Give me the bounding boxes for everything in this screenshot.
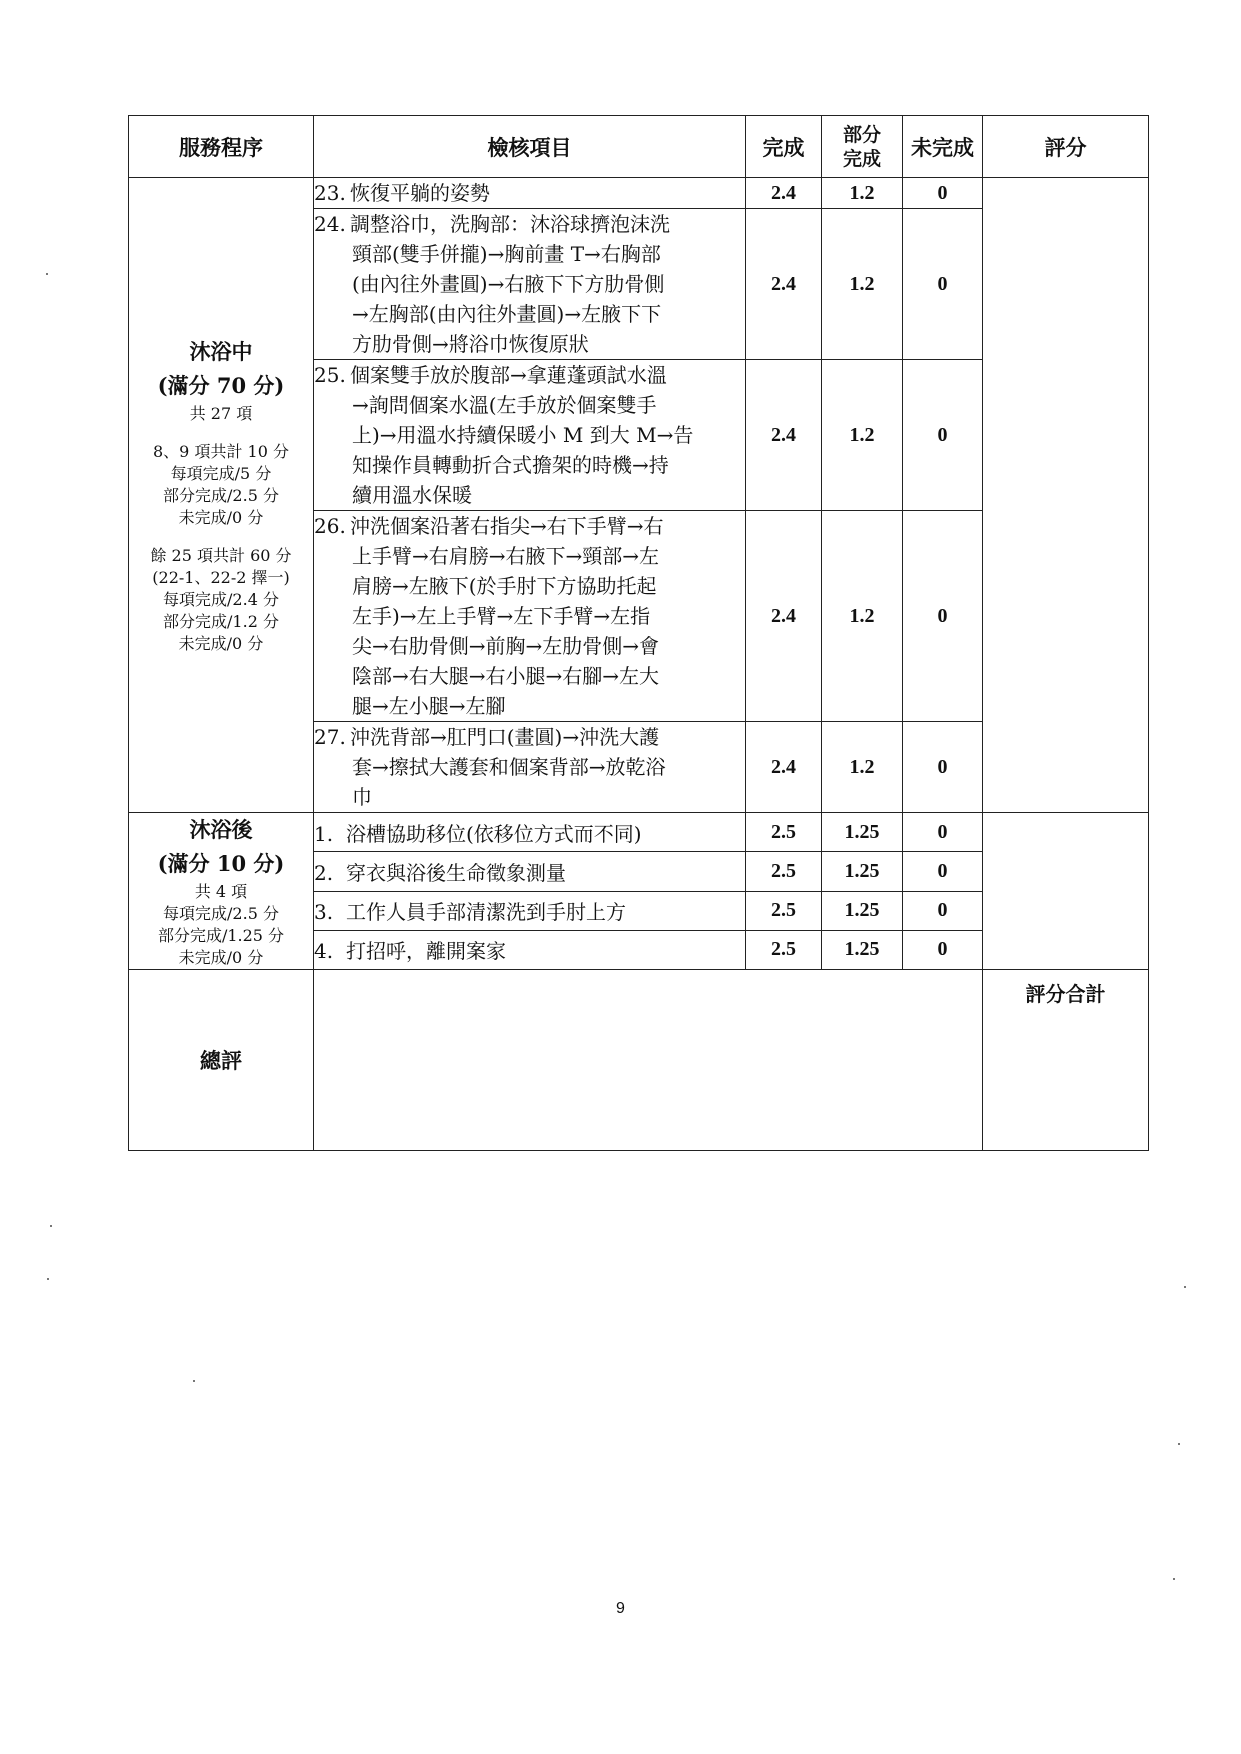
section-after-rule: 每項完成/2.5 分 — [163, 904, 279, 923]
item-text: 上手臂→右肩膀→右腋下→頸部→左 — [352, 544, 660, 568]
item-number: 24. — [314, 212, 346, 236]
value-partial: 1.25 — [822, 891, 903, 930]
scan-speck — [1184, 1286, 1186, 1288]
item-number: 25. — [314, 363, 346, 387]
value-incomplete: 0 — [903, 930, 983, 969]
value-incomplete: 0 — [903, 891, 983, 930]
header-row — [129, 116, 1149, 178]
section-during-rule: 每項完成/5 分 — [170, 464, 272, 483]
value-incomplete: 0 — [903, 813, 983, 852]
item-number: 26. — [314, 514, 346, 538]
section-during-rule: 8、9 項共計 10 分 — [153, 442, 289, 461]
item-text: 知操作員轉動折合式擔架的時機→持 — [352, 453, 669, 477]
item-text: (由內往外畫圓)→右腋下下方肋骨側 — [352, 272, 665, 296]
value-complete: 2.4 — [746, 178, 822, 209]
item-text: 腿→左小腿→左腳 — [352, 694, 506, 718]
check-item-24 — [314, 209, 746, 360]
checklist-table — [128, 115, 1149, 1151]
item-number: 4. — [314, 939, 334, 964]
item-text: 套→擦拭大護套和個案背部→放乾浴 — [352, 755, 666, 779]
section-after-count: 共 4 項 — [194, 882, 248, 901]
item-text: 沖洗背部→肛門口(畫圓)→沖洗大護 — [350, 725, 660, 749]
value-complete: 2.5 — [746, 930, 822, 969]
value-partial: 1.2 — [822, 209, 903, 360]
item-text: 續用溫水保暖 — [352, 483, 472, 507]
scan-speck — [46, 273, 48, 275]
value-partial: 1.2 — [822, 360, 903, 511]
scan-speck — [47, 1278, 49, 1280]
header-check-item: 檢核項目 — [314, 116, 746, 178]
item-text: 巾 — [352, 785, 372, 809]
scan-speck — [50, 1225, 52, 1227]
value-incomplete: 0 — [903, 209, 983, 360]
section-during-full-score: (滿分 70 分) — [157, 373, 285, 398]
section-after-cell — [129, 813, 314, 970]
item-text: 頸部(雙手併攏)→胸前畫 T→右胸部 — [352, 242, 661, 266]
item-text: 恢復平躺的姿勢 — [350, 181, 490, 205]
item-number: 3. — [314, 900, 334, 925]
item-text: 肩膀→左腋下(於手肘下方協助托起 — [352, 574, 657, 598]
item-text: 方肋骨側→將浴巾恢復原狀 — [352, 332, 589, 356]
value-partial: 1.2 — [822, 511, 903, 722]
header-score: 評分 — [983, 116, 1149, 178]
section-during-rule: (22-1、22-2 擇一) — [152, 568, 290, 587]
score-cell-during[interactable] — [983, 178, 1149, 813]
value-complete: 2.5 — [746, 852, 822, 891]
check-item-after-4 — [314, 930, 746, 969]
check-item-23 — [314, 178, 746, 209]
item-text: 沖洗個案沿著右指尖→右下手臂→右 — [350, 514, 664, 538]
header-complete: 完成 — [746, 116, 822, 178]
item-number: 27. — [314, 725, 346, 749]
check-item-26 — [314, 511, 746, 722]
value-incomplete: 0 — [903, 852, 983, 891]
header-partial-line1: 部分 — [842, 123, 881, 146]
item-text: 個案雙手放於腹部→拿蓮蓬頭試水溫 — [350, 363, 667, 387]
value-incomplete: 0 — [903, 511, 983, 722]
item-text: →詢問個案水溫(左手放於個案雙手 — [352, 393, 657, 417]
item-text: 左手)→左上手臂→左下手臂→左指 — [352, 604, 651, 628]
item-text: 打招呼，離開案家 — [346, 939, 506, 964]
item-number: 1. — [314, 821, 334, 846]
section-during-rule: 部分完成/2.5 分 — [163, 486, 279, 505]
item-text: 穿衣與浴後生命徵象測量 — [346, 860, 566, 885]
value-partial: 1.25 — [822, 930, 903, 969]
total-score-label: 評分合計 — [983, 970, 1149, 1151]
section-during-rule: 餘 25 項共計 60 分 — [150, 546, 292, 565]
table-row — [129, 178, 1149, 209]
scan-speck — [1173, 1578, 1175, 1580]
item-text: →左胸部(由內往外畫圓)→左腋下下 — [352, 302, 662, 326]
section-during-count: 共 27 項 — [189, 404, 253, 423]
section-during-rule: 每項完成/2.4 分 — [163, 590, 279, 609]
scan-speck — [193, 1380, 195, 1382]
item-text: 陰部→右大腿→右小腿→右腳→左大 — [352, 664, 660, 688]
value-incomplete: 0 — [903, 178, 983, 209]
section-during-cell — [129, 178, 314, 813]
value-complete: 2.5 — [746, 891, 822, 930]
table-row — [129, 813, 1149, 852]
item-text: 浴槽協助移位(依移位方式而不同) — [346, 821, 642, 846]
value-incomplete: 0 — [903, 360, 983, 511]
score-cell-after[interactable] — [983, 813, 1149, 970]
check-item-after-3 — [314, 891, 746, 930]
header-partial — [822, 116, 903, 178]
item-number: 23. — [314, 181, 346, 205]
item-text: 調整浴巾，洗胸部：沐浴球擠泡沫洗 — [350, 212, 670, 236]
section-during-rule: 未完成/0 分 — [178, 634, 264, 653]
page-number: 9 — [616, 1600, 625, 1617]
item-text: 尖→右肋骨側→前胸→左肋骨側→會 — [352, 634, 660, 658]
section-during-title: 沐浴中 — [189, 339, 253, 364]
value-incomplete: 0 — [903, 722, 983, 813]
header-incomplete: 未完成 — [903, 116, 983, 178]
header-procedure: 服務程序 — [129, 116, 314, 178]
section-during-rule: 未完成/0 分 — [178, 508, 264, 527]
value-partial: 1.25 — [822, 852, 903, 891]
section-after-title: 沐浴後 — [189, 817, 253, 842]
value-complete: 2.4 — [746, 209, 822, 360]
check-item-25 — [314, 360, 746, 511]
item-text: 工作人員手部清潔洗到手肘上方 — [346, 900, 626, 925]
section-after-full-score: (滿分 10 分) — [157, 851, 285, 876]
check-item-after-1 — [314, 813, 746, 852]
check-item-after-2 — [314, 852, 746, 891]
scan-speck — [1178, 1443, 1180, 1445]
summary-row — [129, 970, 1149, 1151]
value-complete: 2.4 — [746, 360, 822, 511]
item-number: 2. — [314, 860, 334, 885]
value-partial: 1.2 — [822, 178, 903, 209]
value-partial: 1.25 — [822, 813, 903, 852]
value-partial: 1.2 — [822, 722, 903, 813]
section-during-rule: 部分完成/1.2 分 — [163, 612, 279, 631]
item-text: 上)→用溫水持續保暖小 M 到大 M→告 — [352, 423, 694, 447]
summary-label: 總評 — [129, 970, 314, 1151]
section-after-rule: 未完成/0 分 — [178, 948, 264, 967]
value-complete: 2.5 — [746, 813, 822, 852]
check-item-27 — [314, 722, 746, 813]
value-complete: 2.4 — [746, 511, 822, 722]
value-complete: 2.4 — [746, 722, 822, 813]
summary-comment-field[interactable] — [314, 970, 983, 1151]
section-after-rule: 部分完成/1.25 分 — [157, 926, 285, 945]
header-partial-line2: 完成 — [842, 147, 881, 170]
